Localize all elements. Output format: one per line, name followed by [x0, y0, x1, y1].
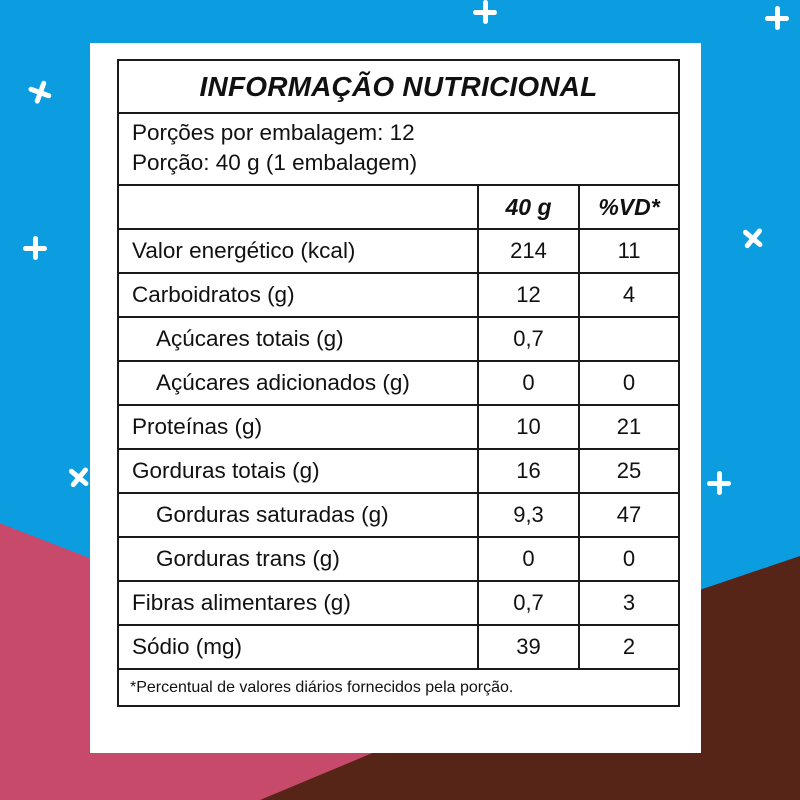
plus-icon [25, 77, 56, 108]
serving-info-row [118, 113, 679, 185]
nutrient-label: Carboidratos (g) [118, 273, 478, 317]
servings-per-package: Porções por embalagem: 12 [132, 120, 415, 145]
table-row [118, 361, 679, 405]
nutrient-vd [579, 317, 679, 361]
plus-icon [707, 471, 731, 495]
page-title: INFORMAÇÃO NUTRICIONAL [118, 60, 679, 113]
nutrient-label: Gorduras totais (g) [118, 449, 478, 493]
nutrient-vd: 2 [579, 625, 679, 669]
nutrient-label: Açúcares adicionados (g) [118, 361, 478, 405]
nutrient-vd: 21 [579, 405, 679, 449]
nutrient-vd: 0 [579, 537, 679, 581]
nutrient-label: Proteínas (g) [118, 405, 478, 449]
nutrient-vd: 3 [579, 581, 679, 625]
plus-icon [473, 0, 497, 24]
column-header-row [118, 185, 679, 229]
nutrient-quantity: 39 [478, 625, 579, 669]
nutrient-vd: 4 [579, 273, 679, 317]
table-row [118, 273, 679, 317]
nutrient-label: Gorduras trans (g) [118, 537, 478, 581]
nutrient-quantity: 9,3 [478, 493, 579, 537]
nutrient-label: Fibras alimentares (g) [118, 581, 478, 625]
table-row [118, 493, 679, 537]
plus-icon [23, 236, 47, 260]
nutrient-quantity: 0 [478, 537, 579, 581]
nutrient-quantity: 10 [478, 405, 579, 449]
nutrient-quantity: 12 [478, 273, 579, 317]
nutrient-label: Sódio (mg) [118, 625, 478, 669]
nutrition-label-card [90, 43, 701, 753]
table-row [118, 229, 679, 273]
table-row [118, 317, 679, 361]
plus-icon [736, 221, 770, 255]
table-row [118, 405, 679, 449]
table-row [118, 449, 679, 493]
footnote-row [118, 669, 679, 706]
plus-icon [765, 6, 789, 30]
column-header-quantity: 40 g [478, 185, 579, 229]
nutrient-vd: 0 [579, 361, 679, 405]
nutrient-quantity: 214 [478, 229, 579, 273]
table-row [118, 581, 679, 625]
nutrient-quantity: 0 [478, 361, 579, 405]
column-header-vd: %VD* [579, 185, 679, 229]
nutrient-quantity: 0,7 [478, 317, 579, 361]
table-row [118, 537, 679, 581]
table-row [118, 625, 679, 669]
title-row [118, 60, 679, 113]
nutrient-quantity: 16 [478, 449, 579, 493]
nutrient-label: Valor energético (kcal) [118, 229, 478, 273]
nutrient-vd: 47 [579, 493, 679, 537]
nutrient-quantity: 0,7 [478, 581, 579, 625]
footnote: *Percentual de valores diários fornecidos pela porção. [118, 669, 679, 706]
nutrient-label: Gorduras saturadas (g) [118, 493, 478, 537]
nutrient-vd: 11 [579, 229, 679, 273]
serving-size: Porção: 40 g (1 embalagem) [132, 150, 418, 176]
column-header-empty [118, 185, 478, 229]
nutrient-label: Açúcares totais (g) [118, 317, 478, 361]
nutrition-table [117, 59, 680, 707]
nutrient-vd: 25 [579, 449, 679, 493]
